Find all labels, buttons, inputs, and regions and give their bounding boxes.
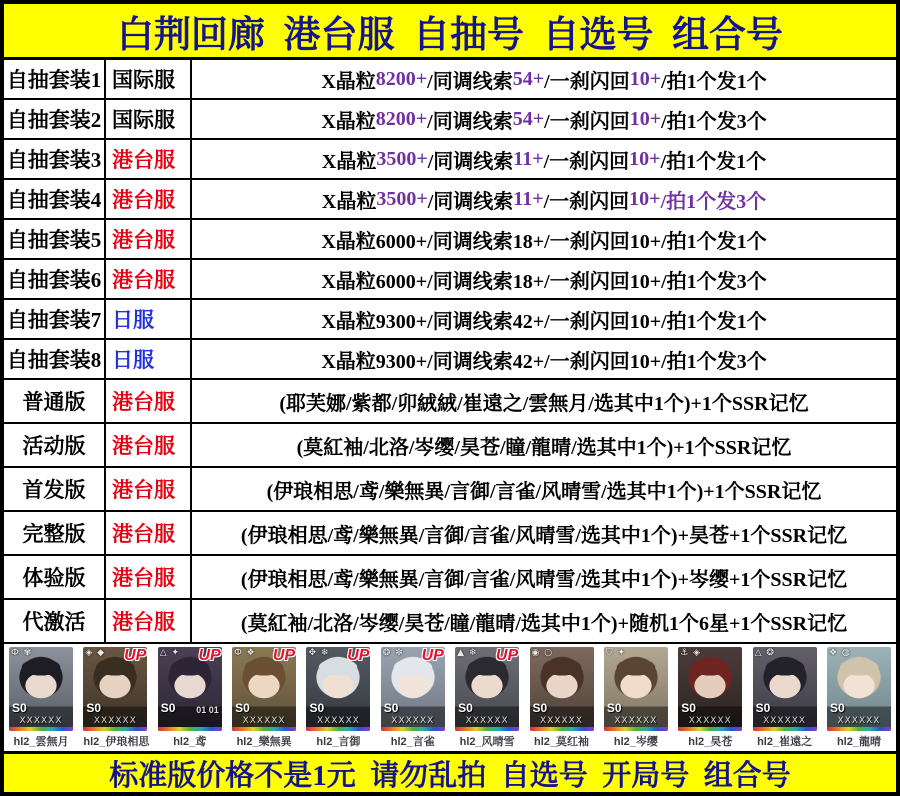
package-desc-cell — [192, 260, 896, 298]
portrait-art — [83, 647, 147, 731]
desc-segment: (伊琅相思/鸢/樂無異/言御/言雀/风晴雪/选其中1个)+昊苍+1个SSR记忆 — [240, 524, 848, 547]
server-cell: 日服 — [106, 300, 192, 338]
package-name-cell: 自抽套装8 — [4, 340, 106, 378]
package-name-cell: 自抽套装4 — [4, 180, 106, 218]
rarity-rainbow-bar — [306, 727, 370, 731]
rarity-rainbow-bar — [753, 727, 817, 731]
skin-badge: S0 — [383, 701, 399, 715]
desc-segment: /一刹闪回 — [544, 110, 630, 133]
portrait-label: hl2_莫红袖 — [534, 736, 590, 748]
server-cell: 港台服 — [106, 556, 192, 598]
portrait-card — [678, 647, 742, 751]
skin-badge: S0 — [86, 701, 102, 715]
desc-segment: X晶粒9300+/同调线索42+/一刹闪回10+/拍1个发1个 — [321, 310, 767, 333]
desc-segment: X晶粒 — [321, 190, 377, 213]
portrait-label: hl2_言御 — [316, 736, 361, 748]
desc-segment: (伊琅相思/鸢/樂無異/言御/言雀/风晴雪/选其中1个)+1个SSR记忆 — [266, 480, 822, 503]
element-icon: △ ❂ — [754, 648, 775, 658]
portrait-art — [753, 647, 817, 731]
watermark-text: XXXXXX — [837, 716, 881, 726]
server-cell: 日服 — [106, 340, 192, 378]
up-badge: UP — [198, 647, 221, 664]
package-desc-cell — [192, 300, 896, 338]
watermark-text: XXXXXX — [19, 716, 63, 726]
watermark-text: XXXXXX — [688, 716, 732, 726]
rarity-rainbow-bar — [827, 727, 891, 731]
table-row — [4, 380, 896, 424]
up-badge: UP — [347, 647, 370, 664]
table-row — [4, 100, 896, 140]
skin-badge: S0 — [829, 701, 845, 715]
skin-badge: S0 — [606, 701, 622, 715]
desc-segment: /拍1个发3个 — [661, 110, 767, 133]
page-title: 白荆回廊 港台服 自抽号 自选号 组合号 — [4, 4, 896, 60]
skin-badge: S0 — [458, 701, 473, 715]
portrait-art — [678, 647, 742, 731]
desc-segment: /同调线索 — [427, 150, 514, 173]
skin-badge: S0 — [755, 701, 771, 715]
server-cell: 港台服 — [106, 180, 192, 218]
packages-table — [4, 60, 896, 644]
table-row — [4, 556, 896, 600]
rarity-rainbow-bar — [158, 727, 222, 731]
element-icon: ⛉ ✦ — [605, 648, 627, 658]
server-cell: 港台服 — [106, 468, 192, 510]
table-row — [4, 300, 896, 340]
server-cell: 国际服 — [106, 100, 192, 138]
rarity-rainbow-bar — [232, 727, 296, 731]
character-portraits-strip — [4, 644, 896, 751]
table-row — [4, 260, 896, 300]
up-badge: UP — [495, 647, 519, 664]
table-row — [4, 512, 896, 556]
up-badge: UP — [272, 647, 296, 664]
server-cell: 港台服 — [106, 600, 192, 642]
package-name-cell: 体验版 — [4, 556, 106, 598]
desc-segment: X晶粒 — [321, 110, 376, 133]
watermark-text: XXXXXX — [242, 716, 286, 726]
portrait-label: hl2_昊苍 — [688, 736, 733, 748]
portrait-label: hl2_崔遠之 — [757, 736, 813, 748]
desc-segment: /一刹闪回 — [544, 70, 630, 93]
desc-segment: X晶粒6000+/同调线索18+/一刹闪回10+/拍1个发3个 — [321, 270, 767, 293]
rarity-rainbow-bar — [83, 727, 147, 731]
watermark-text: XXXXXX — [316, 716, 360, 726]
package-name-cell: 普通版 — [4, 380, 106, 422]
element-icon: ❂ ✼ — [382, 648, 404, 658]
table-row — [4, 140, 896, 180]
package-desc-cell — [192, 556, 896, 598]
desc-segment: /拍1个发1个 — [661, 70, 767, 93]
desc-segment: /一刹闪回 — [543, 190, 630, 213]
portrait-label: hl2_风晴雪 — [459, 736, 515, 748]
package-desc-cell — [192, 468, 896, 510]
package-name-cell: 自抽套装7 — [4, 300, 106, 338]
desc-segment: X晶粒6000+/同调线索18+/一刹闪回10+/拍1个发1个 — [321, 230, 767, 253]
element-icon: Ф ❖ — [234, 648, 256, 658]
desc-segment: 10+ — [629, 67, 662, 90]
watermark-text: XXXXXX — [763, 716, 807, 726]
desc-segment: 11+ — [513, 147, 544, 170]
package-name-cell: 代激活 — [4, 600, 106, 642]
desc-segment: /拍1个发3个 — [660, 190, 767, 213]
table-row — [4, 600, 896, 644]
package-name-cell: 完整版 — [4, 512, 106, 554]
portrait-art — [455, 647, 519, 731]
watermark-text: XXXXXX — [540, 716, 584, 726]
desc-segment: X晶粒9300+/同调线索42+/一刹闪回10+/拍1个发3个 — [321, 350, 767, 373]
server-cell: 港台服 — [106, 380, 192, 422]
package-name-cell: 活动版 — [4, 424, 106, 466]
element-icon: △ ✦ — [159, 648, 181, 658]
watermark-text: XXXXXX — [465, 716, 509, 726]
portrait-card — [83, 647, 150, 751]
package-name-cell: 自抽套装5 — [4, 220, 106, 258]
desc-segment: 10+ — [629, 187, 661, 210]
desc-segment: /拍1个发1个 — [660, 150, 767, 173]
portrait-card — [827, 647, 891, 751]
watermark-text: XXXXXX — [93, 716, 137, 726]
package-desc-cell — [192, 220, 896, 258]
server-cell: 港台服 — [106, 512, 192, 554]
desc-segment: 8200+ — [375, 107, 428, 130]
skin-badge: S0 — [532, 701, 548, 715]
desc-segment: (莫紅袖/北洛/岑缨/昊苍/瞳/龍晴/选其中1个)+1个SSR记忆 — [296, 436, 792, 459]
up-badge: UP — [124, 647, 147, 664]
skin-badge: S0 — [681, 701, 696, 715]
element-icon: ▲ ❄ — [457, 648, 478, 658]
watermark-text: XXXXXX — [391, 716, 435, 726]
portrait-card — [9, 647, 73, 751]
element-icon: ◉ ○ — [531, 648, 554, 658]
package-desc-cell — [192, 512, 896, 554]
desc-segment: 3500+ — [376, 187, 428, 210]
element-icon: ❖ ◍ — [828, 648, 851, 658]
server-cell: 港台服 — [106, 140, 192, 178]
package-desc-cell — [192, 140, 896, 178]
table-row — [4, 468, 896, 512]
rarity-rainbow-bar — [678, 727, 742, 731]
package-name-cell: 自抽套装1 — [4, 60, 106, 98]
package-name-cell: 自抽套装6 — [4, 260, 106, 298]
server-cell: 国际服 — [106, 60, 192, 98]
portrait-art — [827, 647, 891, 731]
rarity-rainbow-bar — [381, 727, 445, 731]
server-cell: 港台服 — [106, 260, 192, 298]
portrait-art — [306, 647, 370, 731]
desc-segment: (耶芙娜/紫都/卯絨絨/崔遠之/雲無月/选其中1个)+1个SSR记忆 — [279, 392, 809, 415]
portrait-label: hl2_伊琅相思 — [83, 736, 150, 748]
portrait-art — [604, 647, 668, 731]
package-desc-cell — [192, 424, 896, 466]
portrait-card — [455, 647, 519, 751]
element-icon: Ф ✾ — [11, 648, 33, 658]
portrait-card — [232, 647, 296, 751]
desc-segment: 11+ — [513, 187, 544, 210]
package-name-cell: 自抽套装2 — [4, 100, 106, 138]
desc-segment: /一刹闪回 — [543, 150, 630, 173]
desc-segment: /同调线索 — [427, 190, 514, 213]
server-cell: 港台服 — [106, 424, 192, 466]
desc-segment: /同调线索 — [427, 70, 513, 93]
desc-segment: 54+ — [512, 107, 545, 130]
table-row — [4, 340, 896, 380]
package-name-cell: 首发版 — [4, 468, 106, 510]
portrait-art — [9, 647, 73, 731]
rarity-rainbow-bar — [9, 727, 73, 731]
portrait-card — [530, 647, 594, 751]
server-cell: 港台服 — [106, 220, 192, 258]
desc-segment: 10+ — [629, 147, 661, 170]
table-row — [4, 180, 896, 220]
desc-segment: (伊琅相思/鸢/樂無異/言御/言雀/风晴雪/选其中1个)+岑缨+1个SSR记忆 — [240, 568, 848, 591]
element-icon: ◈ ◆ — [85, 648, 106, 658]
package-desc-cell — [192, 380, 896, 422]
portrait-label: hl2_龍晴 — [836, 736, 881, 748]
level-meta: 01 01 — [196, 705, 219, 715]
portrait-label: hl2_鸢 — [173, 736, 207, 748]
desc-segment: 3500+ — [376, 147, 428, 170]
skin-badge: S0 — [12, 701, 27, 715]
package-desc-cell — [192, 60, 896, 98]
rarity-rainbow-bar — [604, 727, 668, 731]
package-desc-cell — [192, 100, 896, 138]
portrait-label: hl2_言雀 — [390, 736, 435, 748]
portrait-card — [381, 647, 445, 751]
element-icon: ✥ ❄ — [308, 648, 330, 658]
portrait-card — [306, 647, 370, 751]
package-desc-cell — [192, 180, 896, 218]
watermark-text: XXXXXX — [614, 716, 658, 726]
element-icon: ⚓ ◈ — [680, 648, 702, 658]
up-badge: UP — [421, 647, 444, 664]
rarity-rainbow-bar — [530, 727, 594, 731]
desc-segment: 8200+ — [375, 67, 428, 90]
portrait-art — [381, 647, 445, 731]
desc-segment: /同调线索 — [427, 110, 513, 133]
package-name-cell: 自抽套装3 — [4, 140, 106, 178]
desc-segment: 54+ — [512, 67, 545, 90]
portrait-art — [232, 647, 296, 731]
portrait-card — [158, 647, 222, 751]
package-desc-cell — [192, 340, 896, 378]
desc-segment: 10+ — [629, 107, 662, 130]
table-row — [4, 220, 896, 260]
table-row — [4, 60, 896, 100]
portrait-card — [753, 647, 817, 751]
footer-notice: 标准版价格不是1元 请勿乱拍 自选号 开局号 组合号 — [4, 751, 896, 792]
desc-segment: (莫紅袖/北洛/岑缨/昊苍/瞳/龍晴/选其中1个)+随机1个6星+1个SSR记忆 — [240, 612, 848, 635]
rarity-rainbow-bar — [455, 727, 519, 731]
portrait-label: hl2_樂無異 — [236, 736, 292, 748]
table-row — [4, 424, 896, 468]
package-desc-cell — [192, 600, 896, 642]
skin-badge: S0 — [235, 701, 250, 715]
portrait-label: hl2_雲無月 — [13, 736, 69, 748]
portrait-art — [530, 647, 594, 731]
skin-badge: S0 — [309, 701, 325, 715]
skin-badge: S0 — [160, 701, 176, 715]
desc-segment: X晶粒 — [321, 70, 376, 93]
portrait-art — [158, 647, 222, 731]
portrait-card — [604, 647, 668, 751]
desc-segment: X晶粒 — [321, 150, 377, 173]
portrait-label: hl2_岑缨 — [613, 736, 658, 748]
